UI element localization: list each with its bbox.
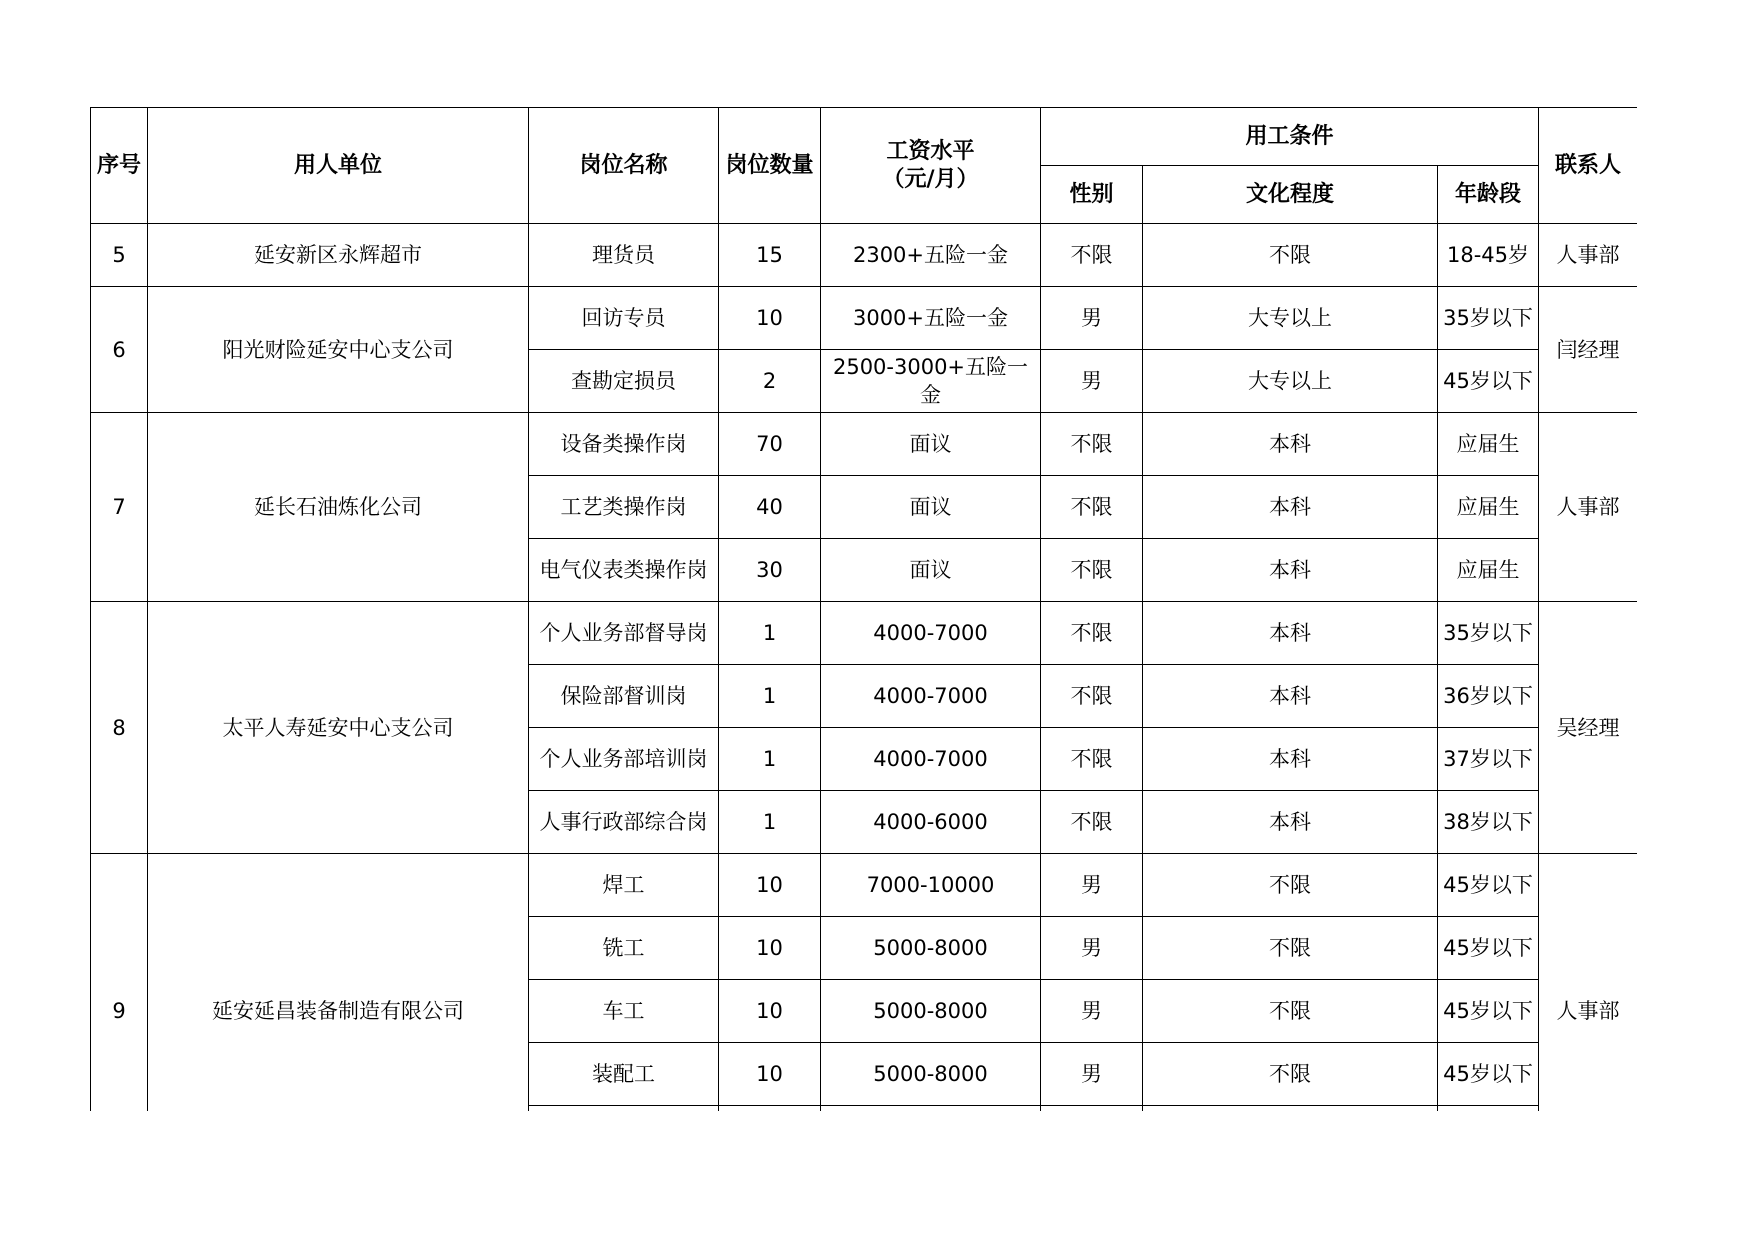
cell-gender: 不限 [1041,602,1143,665]
cell-salary: 2300+五险一金 [821,224,1041,287]
cell-gender: 不限 [1041,413,1143,476]
cell-position: 设备类操作岗 [529,413,719,476]
cell-position: 理货员 [529,224,719,287]
cell-salary: 4000-7000 [821,602,1041,665]
cell-position: 个人业务部督导岗 [529,602,719,665]
cell-employer: 阳光财险延安中心支公司 [148,287,529,413]
cell-position: 回访专员 [529,287,719,350]
cell-employer: 延安新区永辉超市 [148,224,529,287]
cell-education: 本科 [1143,791,1438,854]
cell-salary: 5000-8000 [821,1043,1041,1106]
cell-age: 应届生 [1438,539,1539,602]
cell-count: 1 [719,728,821,791]
header-conditions: 用工条件 [1041,108,1539,166]
cell-position: 焊工 [529,854,719,917]
cell-education: 本科 [1143,476,1438,539]
cell-position: 工艺类操作岗 [529,476,719,539]
cell-gender [1041,1106,1143,1112]
cell-count: 1 [719,602,821,665]
cell-salary: 7000-10000 [821,854,1041,917]
job-table-sheet [90,107,1637,1111]
cell-count: 10 [719,1043,821,1106]
table-row [91,854,1638,917]
cell-education: 大专以上 [1143,350,1438,413]
cell-employer: 延长石油炼化公司 [148,413,529,602]
cell-count: 1 [719,791,821,854]
cell-salary: 面议 [821,539,1041,602]
cell-age: 应届生 [1438,413,1539,476]
cell-education: 本科 [1143,602,1438,665]
cell-employer: 太平人寿延安中心支公司 [148,602,529,854]
cell-gender: 不限 [1041,791,1143,854]
cell-gender: 男 [1041,287,1143,350]
cell-education: 本科 [1143,539,1438,602]
header-position: 岗位名称 [529,108,719,224]
table-row [91,224,1638,287]
cell-salary: 2500-3000+五险一金 [821,350,1041,413]
cell-employer: 延安延昌装备制造有限公司 [148,854,529,1112]
header-salary-line1: 工资水平 [886,138,975,164]
table-body [91,224,1638,1112]
cell-salary: 5000-8000 [821,917,1041,980]
cell-education: 不限 [1143,917,1438,980]
cell-count: 1 [719,665,821,728]
cell-education: 本科 [1143,413,1438,476]
cell-age: 38岁以下 [1438,791,1539,854]
table-row [91,413,1638,476]
header-gender: 性别 [1041,166,1143,224]
cell-age: 37岁以下 [1438,728,1539,791]
cell-count: 30 [719,539,821,602]
cell-count: 40 [719,476,821,539]
cell-position: 装配工 [529,1043,719,1106]
header-count: 岗位数量 [719,108,821,224]
header-seq: 序号 [91,108,148,224]
cell-salary: 3000+五险一金 [821,287,1041,350]
cell-age: 45岁以下 [1438,854,1539,917]
cell-contact: 闫经理 [1539,287,1637,413]
cell-count: 70 [719,413,821,476]
cell-age: 18-45岁 [1438,224,1539,287]
cell-salary: 4000-7000 [821,665,1041,728]
cell-gender: 不限 [1041,665,1143,728]
cell-gender: 不限 [1041,224,1143,287]
cell-age: 应届生 [1438,476,1539,539]
cell-gender: 不限 [1041,476,1143,539]
cell-position: 个人业务部培训岗 [529,728,719,791]
table-row [91,287,1638,350]
cell-gender: 男 [1041,854,1143,917]
table-row [91,602,1638,665]
cell-position: 保险部督训岗 [529,665,719,728]
cell-salary: 面议 [821,413,1041,476]
cell-position: 车工 [529,980,719,1043]
cell-seq: 7 [91,413,148,602]
cell-count: 10 [719,917,821,980]
cell-salary: 5000-8000 [821,980,1041,1043]
cell-salary: 面议 [821,476,1041,539]
cell-position: 铣工 [529,917,719,980]
cell-education: 不限 [1143,854,1438,917]
header-contact: 联系人 [1539,108,1637,224]
cell-education: 本科 [1143,728,1438,791]
cell-seq: 5 [91,224,148,287]
cell-age: 36岁以下 [1438,665,1539,728]
cell-count [719,1106,821,1112]
cell-age: 45岁以下 [1438,980,1539,1043]
cell-education: 不限 [1143,1043,1438,1106]
cell-salary: 4000-6000 [821,791,1041,854]
cell-contact: 吴经理 [1539,602,1637,854]
cell-gender: 男 [1041,917,1143,980]
cell-age: 35岁以下 [1438,287,1539,350]
cell-position [529,1106,719,1112]
cell-seq: 6 [91,287,148,413]
cell-education: 大专以上 [1143,287,1438,350]
cell-age: 45岁以下 [1438,1043,1539,1106]
cell-contact: 人事部 [1539,224,1637,287]
cell-education [1143,1106,1438,1112]
cell-contact: 人事部 [1539,854,1637,1112]
cell-seq: 8 [91,602,148,854]
cell-contact: 人事部 [1539,413,1637,602]
cell-gender: 男 [1041,1043,1143,1106]
cell-position: 人事行政部综合岗 [529,791,719,854]
cell-position: 查勘定损员 [529,350,719,413]
cell-count: 10 [719,287,821,350]
cell-count: 15 [719,224,821,287]
cell-gender: 不限 [1041,728,1143,791]
header-employer: 用人单位 [148,108,529,224]
cell-gender: 男 [1041,980,1143,1043]
cell-count: 10 [719,980,821,1043]
cell-count: 2 [719,350,821,413]
header-salary-line2: （元/月） [882,166,979,192]
cell-salary [821,1106,1041,1112]
cell-education: 不限 [1143,224,1438,287]
header-education: 文化程度 [1143,166,1438,224]
cell-age [1438,1106,1539,1112]
cell-seq: 9 [91,854,148,1112]
cell-education: 本科 [1143,665,1438,728]
cell-count: 10 [719,854,821,917]
cell-education: 不限 [1143,980,1438,1043]
job-table [90,107,1637,1111]
header-salary [821,108,1041,224]
cell-position: 电气仪表类操作岗 [529,539,719,602]
cell-gender: 不限 [1041,539,1143,602]
cell-salary: 4000-7000 [821,728,1041,791]
header-age: 年龄段 [1438,166,1539,224]
cell-age: 35岁以下 [1438,602,1539,665]
cell-age: 45岁以下 [1438,350,1539,413]
cell-gender: 男 [1041,350,1143,413]
cell-age: 45岁以下 [1438,917,1539,980]
header-row-1 [91,108,1638,166]
